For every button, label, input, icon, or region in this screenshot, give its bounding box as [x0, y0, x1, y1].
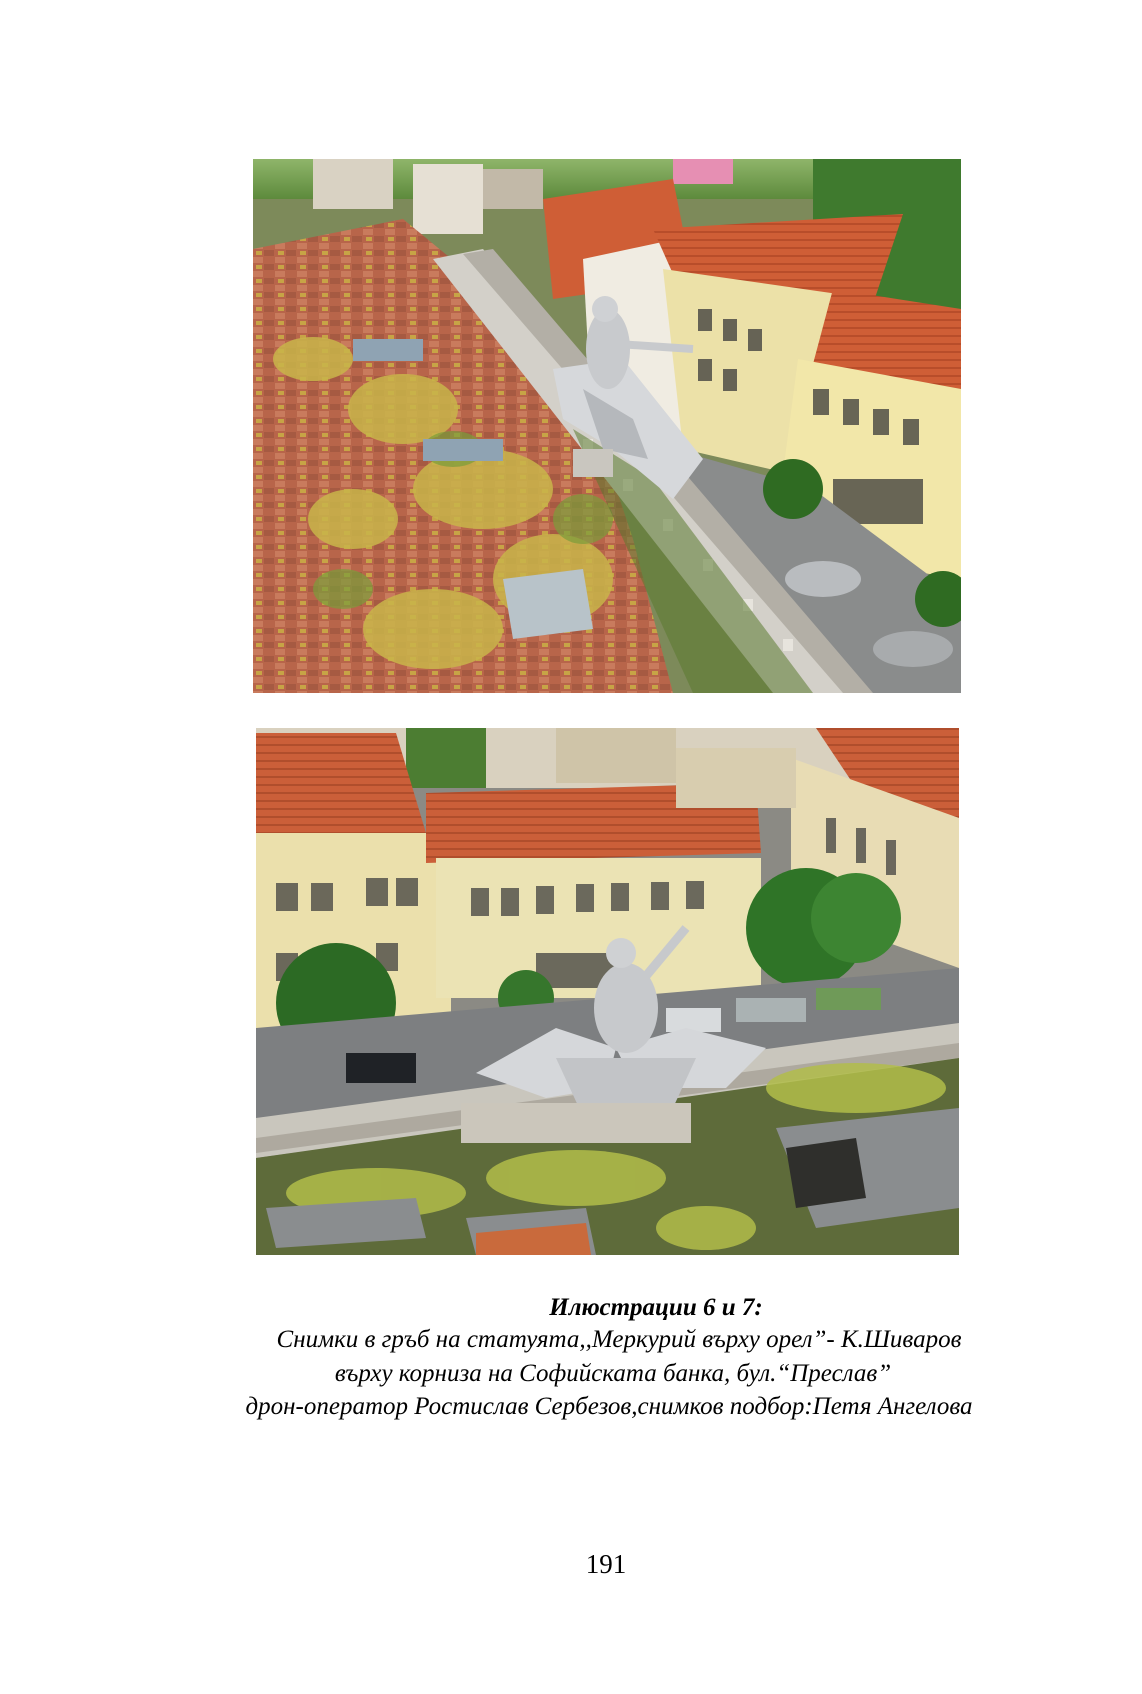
aerial-photo-bottom [256, 728, 959, 1255]
aerial-photo-top-image [253, 159, 961, 693]
aerial-photo-bottom-image [256, 728, 959, 1255]
caption-line-3: дрон-оператор Ростислав Сербезов,снимков подбор:Петя Ангелова [245, 1393, 973, 1420]
caption-title: Илюстрации 6 и 7: [549, 1294, 763, 1321]
caption-line-1: Снимки в гръб на статуята,,Меркурий върху орел”- К.Шиваров [276, 1326, 962, 1353]
page-number: 191 [585, 1549, 627, 1579]
caption-line-2: върху корниза на Софийската банка, бул.“Преслав” [334, 1360, 892, 1387]
aerial-photo-top [253, 159, 961, 693]
